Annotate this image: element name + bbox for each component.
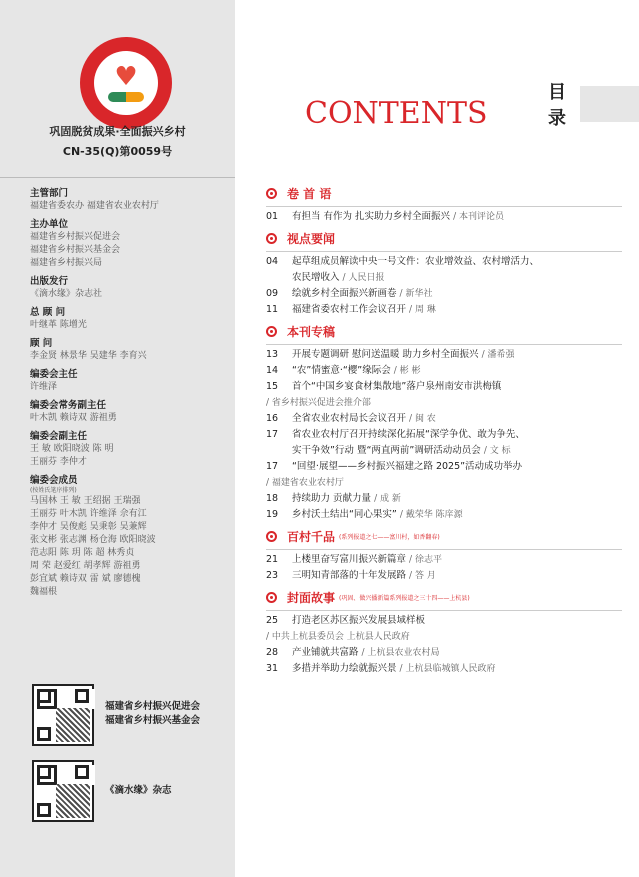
heart-icon: ♥ xyxy=(114,62,138,92)
toc-item[interactable] xyxy=(266,568,622,584)
toc-item[interactable] xyxy=(266,459,622,475)
article-title: 福建省委农村工作会议召开 xyxy=(292,304,407,315)
group-line: 范志阳 陈 玥 陈 超 林秀贞 xyxy=(30,548,135,558)
section-title: 本刊专稿 xyxy=(287,324,336,339)
group-line: 许维泽 xyxy=(30,382,58,392)
page-number: 25 xyxy=(266,615,279,626)
group-line: 李仲才 吴俊彪 吴秉彰 吴兼辉 xyxy=(30,522,147,532)
toc-item-continued xyxy=(266,443,622,459)
group-title: 编委会成员 xyxy=(30,475,78,486)
toc-item[interactable] xyxy=(266,645,622,661)
section-divider xyxy=(266,251,622,252)
section-divider xyxy=(266,344,622,345)
article-author: / 新华社 xyxy=(399,289,433,299)
section-title: 卷 首 语 xyxy=(287,186,332,201)
mulu-char: 目 xyxy=(548,82,566,103)
article-author: / 成 新 xyxy=(374,494,401,504)
article-author: / 闽 农 xyxy=(409,414,436,424)
section-title: 封面故事 xyxy=(287,590,336,605)
group-line: 福建省乡村振兴局 xyxy=(30,258,103,268)
section-subtitle: (系列报道之七——富川村，如香翻春) xyxy=(339,533,440,541)
article-title-cont: 农民增收入 xyxy=(292,272,340,283)
qr-label-line: 福建省乡村振兴基金会 xyxy=(105,715,201,726)
page-number: 21 xyxy=(266,554,279,565)
group-title: 主管部门 xyxy=(30,188,69,199)
section-header xyxy=(266,322,622,340)
issn: CN-35(Q)第0059号 xyxy=(62,145,173,158)
page-number: 16 xyxy=(266,413,279,424)
toc-item[interactable] xyxy=(266,209,622,225)
article-author: / 本刊评论员 xyxy=(453,212,504,222)
article-title: 持续助力 贡献力量 xyxy=(292,493,372,504)
article-title: 省农业农村厅召开持续深化拓展“深学争优、敢为争先、 xyxy=(292,429,525,440)
group-line: 福建省乡村振兴基金会 xyxy=(30,245,121,255)
group-line: 李金贤 林景华 吴建华 李育兴 xyxy=(30,351,147,361)
toc-item[interactable] xyxy=(266,552,622,568)
group-note: (按姓氏笔序排列) xyxy=(30,487,77,494)
page-number: 09 xyxy=(266,288,279,299)
toc-item[interactable] xyxy=(266,507,622,523)
group-title: 总 顾 问 xyxy=(30,307,66,318)
section-bullet-icon xyxy=(266,531,277,542)
toc-item-author-line xyxy=(266,629,622,645)
article-title: 上楼里奋写富川振兴新篇章 xyxy=(292,554,407,565)
section-title: 百村千品 xyxy=(287,529,336,544)
article-title: 有担当 有作为 扎实助力乡村全面振兴 xyxy=(292,211,451,222)
article-author: / 福建省农业农村厅 xyxy=(266,478,344,488)
section-bullet-icon xyxy=(266,592,277,603)
section-divider xyxy=(266,610,622,611)
toc-item[interactable] xyxy=(266,613,622,629)
mulu-char: 录 xyxy=(548,108,566,129)
group-line: 《滴水缘》杂志社 xyxy=(30,289,103,299)
slogan: 巩固脱贫成果·全面振兴乡村 xyxy=(49,125,186,138)
section-header xyxy=(266,588,622,606)
article-title: 多措并举助力绘就振兴景 xyxy=(292,663,397,674)
group-title: 出版发行 xyxy=(30,276,69,287)
page-number: 13 xyxy=(266,349,279,360)
article-title: 首个“中国乡宴食材集散地”落户泉州南安市洪梅镇 xyxy=(292,381,502,392)
section-subtitle: (巩固、做兴播新篇系列报道之三十四——上杭县) xyxy=(339,594,470,602)
group-line: 王 敏 欧阳晓波 陈 明 xyxy=(30,444,114,454)
group-title: 顾 问 xyxy=(30,338,53,349)
page-number: 28 xyxy=(266,647,279,658)
page-number: 04 xyxy=(266,256,279,267)
article-author: / 人民日报 xyxy=(342,273,385,283)
toc-item[interactable] xyxy=(266,302,622,318)
section-header xyxy=(266,527,622,545)
section-header xyxy=(266,229,622,247)
toc-item-author-line xyxy=(266,475,622,491)
sidebar xyxy=(0,0,235,877)
section-header xyxy=(266,184,622,202)
credits xyxy=(30,188,230,605)
article-title: 开展专题调研 慰问送温暖 助力乡村全面振兴 xyxy=(292,349,479,360)
page-number: 01 xyxy=(266,211,279,222)
toc-item[interactable] xyxy=(266,363,622,379)
group-line: 马国林 王 敏 王绍据 王瑞强 xyxy=(30,496,141,506)
group-line: 王丽芬 李仲才 xyxy=(30,457,87,467)
section-bullet-icon xyxy=(266,188,277,199)
page-number: 14 xyxy=(266,365,279,376)
article-title: “农”情蜜意·“樱”缘际会 xyxy=(292,365,391,376)
qr-label-magazine: 《滴水缘》杂志 xyxy=(105,785,172,796)
group-line: 叶木凯 赖诗双 游祖勇 xyxy=(30,413,117,423)
toc-item[interactable] xyxy=(266,661,622,677)
group-title: 主办单位 xyxy=(30,219,69,230)
page-number: 31 xyxy=(266,663,279,674)
table-of-contents xyxy=(266,180,622,677)
group-line: 张文彬 张志渊 杨仓海 欧阳晓波 xyxy=(30,535,156,545)
article-title: 打造老区苏区振兴发展县域样板 xyxy=(292,615,426,626)
group-line: 周 荣 赵爱红 胡孝辉 游祖勇 xyxy=(30,561,141,571)
page-number: 17 xyxy=(266,429,279,440)
qr-label-association xyxy=(105,700,200,728)
toc-item[interactable] xyxy=(266,491,622,507)
toc-item[interactable] xyxy=(266,379,622,395)
group-line: 彭宜斌 赖诗双 雷 斌 廖德槐 xyxy=(30,574,141,584)
toc-item[interactable] xyxy=(266,254,622,270)
page-number: 15 xyxy=(266,381,279,392)
article-author: / 上杭县农业农村局 xyxy=(361,648,440,658)
article-author: / 答 月 xyxy=(409,571,436,581)
article-title: 产业铺就共富路 xyxy=(292,647,359,658)
article-author: / 徐志平 xyxy=(409,555,442,565)
qr-label-line: 福建省乡村振兴促进会 xyxy=(105,701,201,712)
article-title: “回望·展望——乡村振兴福建之路 2025”活动成功举办 xyxy=(292,461,523,472)
article-author: / 彬 彬 xyxy=(393,366,421,376)
group-title: 编委会常务副主任 xyxy=(30,400,107,411)
article-author: / 潘希强 xyxy=(481,350,515,360)
qr-code-association[interactable] xyxy=(32,684,94,746)
group-line: 叶继革 陈增光 xyxy=(30,320,87,330)
article-title: 起草组成员解读中央一号文件：农业增效益、农村增活力、 xyxy=(292,256,540,267)
group-title: 编委会副主任 xyxy=(30,431,88,442)
hands-icon xyxy=(108,92,144,102)
article-author: / 上杭县临城镇人民政府 xyxy=(399,664,496,674)
section-divider xyxy=(266,549,622,550)
article-author: / 戴荣华 陈庠源 xyxy=(399,510,463,520)
page-tab xyxy=(580,86,639,122)
association-logo xyxy=(80,37,172,129)
article-title: 三明知青部落的十年发展路 xyxy=(292,570,407,581)
group-line: 王丽芬 叶木凯 许维泽 佘有江 xyxy=(30,509,147,519)
article-title-cont: 实干争效”行动 暨“两直两前”调研活动动员会 xyxy=(292,445,481,456)
group-line: 魏福根 xyxy=(30,587,58,597)
article-title: 全省农业农村局长会议召开 xyxy=(292,413,407,424)
page-number: 23 xyxy=(266,570,279,581)
toc-item-continued xyxy=(266,270,622,286)
divider xyxy=(0,177,235,178)
article-title: 乡村沃土结出“同心果实” xyxy=(292,509,397,520)
article-author: / 周 琳 xyxy=(409,305,436,315)
toc-item[interactable] xyxy=(266,286,622,302)
qr-code-magazine[interactable] xyxy=(32,760,94,822)
page-number: 11 xyxy=(266,304,279,315)
section-title: 视点要闻 xyxy=(287,231,336,246)
mulu-heading xyxy=(548,80,568,132)
toc-item[interactable] xyxy=(266,427,622,443)
page-number: 17 xyxy=(266,461,279,472)
group-line: 福建省乡村振兴促进会 xyxy=(30,232,121,242)
group-line: 福建省委农办 福建省农业农村厅 xyxy=(30,201,159,211)
article-author: / 文 标 xyxy=(483,446,511,456)
page-number: 19 xyxy=(266,509,279,520)
page-number: 18 xyxy=(266,493,279,504)
group-title: 编委会主任 xyxy=(30,369,78,380)
section-divider xyxy=(266,206,622,207)
contents-heading: CONTENTS xyxy=(305,96,488,131)
section-bullet-icon xyxy=(266,233,277,244)
article-author: / 中共上杭县委员会 上杭县人民政府 xyxy=(266,632,410,642)
toc-item-author-line xyxy=(266,395,622,411)
article-title: 绘就乡村全面振兴新画卷 xyxy=(292,288,397,299)
article-author: / 省乡村振兴促进会推介部 xyxy=(266,398,371,408)
toc-item[interactable] xyxy=(266,411,622,427)
section-bullet-icon xyxy=(266,326,277,337)
toc-item[interactable] xyxy=(266,347,622,363)
